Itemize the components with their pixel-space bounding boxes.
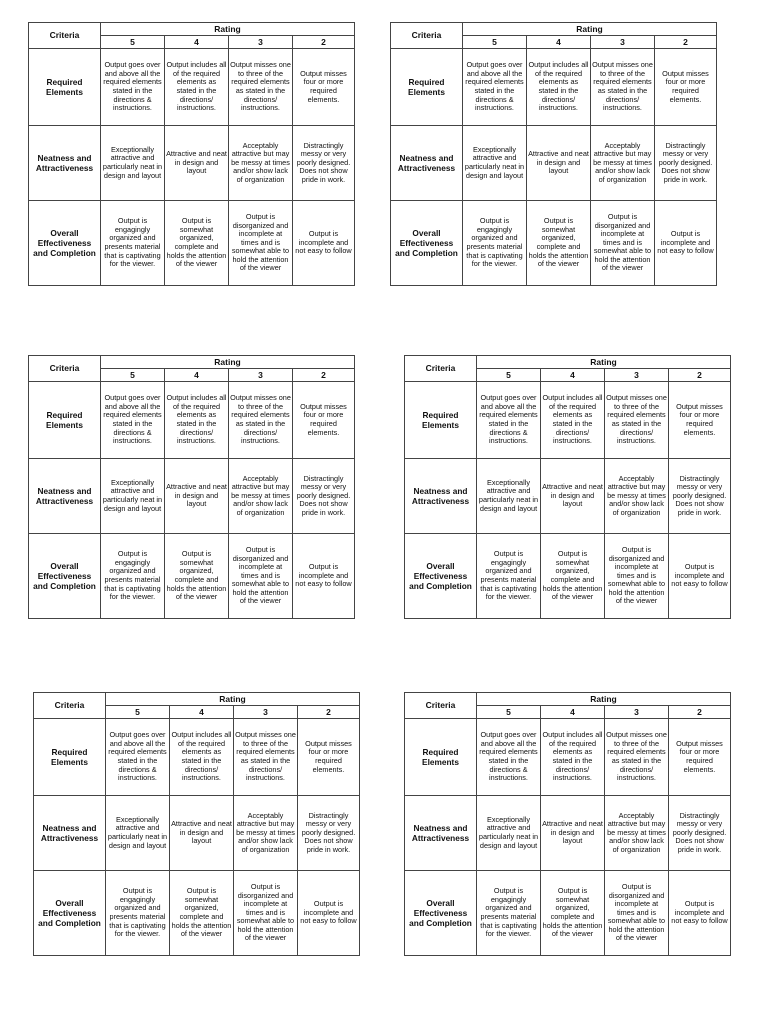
rating-cell: Acceptably attractive but may be messy at times and/or show lack of organization: [229, 459, 293, 534]
criteria-header: Criteria: [405, 693, 477, 719]
rating-cell: Attractive and neat in design and layout: [170, 796, 234, 871]
rating-cell: Acceptably attractive but may be messy at times and/or show lack of organization: [591, 126, 655, 201]
rating-cell: Output is engagingly organized and presents material that is captivating for the viewer.: [477, 871, 541, 956]
score-3-header: 3: [605, 706, 669, 719]
score-2-header: 2: [669, 369, 731, 382]
rating-cell: Output is disorganized and incomplete at times and is somewhat able to hold the attention of the viewer: [605, 871, 669, 956]
rating-cell: Output is disorganized and incomplete at times and is somewhat able to hold the attention of the viewer: [605, 534, 669, 619]
rating-cell: Output is disorganized and incomplete at times and is somewhat able to hold the attention of the viewer: [229, 534, 293, 619]
rating-cell: Output is incomplete and not easy to follow: [669, 534, 731, 619]
neatness-row: [391, 126, 717, 201]
rating-cell: Output misses four or more required elements.: [669, 719, 731, 796]
score-2-header: 2: [293, 369, 355, 382]
rubric-table-middle-right: [404, 355, 731, 619]
criteria-header: Criteria: [405, 356, 477, 382]
criteria-header: Criteria: [391, 23, 463, 49]
required-elements-row: [29, 49, 355, 126]
score-4-header: 4: [165, 36, 229, 49]
rating-cell: Acceptably attractive but may be messy at times and/or show lack of organization: [605, 796, 669, 871]
rating-cell: Output misses one to three of the required elements as stated in the directions/ instructions.: [229, 382, 293, 459]
rating-cell: Output goes over and above all the required elements stated in the directions & instructions.: [477, 382, 541, 459]
rating-cell: Output is somewhat organized, complete and holds the attention of the viewer: [541, 871, 605, 956]
rating-cell: Exceptionally attractive and particularly neat in design and layout: [477, 796, 541, 871]
score-2-header: 2: [298, 706, 360, 719]
criterion-label: Neatness and Attractiveness: [29, 459, 101, 534]
rating-cell: Output is engagingly organized and presents material that is captivating for the viewer.: [106, 871, 170, 956]
rating-cell: Exceptionally attractive and particularly neat in design and layout: [101, 459, 165, 534]
rating-cell: Output misses one to three of the required elements as stated in the directions/ instructions.: [605, 382, 669, 459]
effectiveness-row: [405, 534, 731, 619]
rating-cell: Exceptionally attractive and particularly neat in design and layout: [477, 459, 541, 534]
rating-cell: Output is incomplete and not easy to follow: [293, 534, 355, 619]
rating-cell: Output includes all of the required elements as stated in the directions/ instructions.: [165, 382, 229, 459]
score-5-header: 5: [106, 706, 170, 719]
required-elements-row: [34, 719, 360, 796]
score-3-header: 3: [234, 706, 298, 719]
criterion-label: Neatness and Attractiveness: [34, 796, 106, 871]
rating-cell: Output is engagingly organized and presents material that is captivating for the viewer.: [101, 534, 165, 619]
rating-cell: Output goes over and above all the required elements stated in the directions & instructions.: [463, 49, 527, 126]
score-5-header: 5: [101, 369, 165, 382]
criterion-label: Neatness and Attractiveness: [405, 796, 477, 871]
criteria-header: Criteria: [29, 356, 101, 382]
effectiveness-row: [29, 201, 355, 286]
criterion-label: Overall Effectiveness and Completion: [391, 201, 463, 286]
score-4-header: 4: [165, 369, 229, 382]
required-elements-row: [405, 382, 731, 459]
neatness-row: [29, 126, 355, 201]
neatness-row: [29, 459, 355, 534]
rating-cell: Output goes over and above all the required elements stated in the directions & instructions.: [477, 719, 541, 796]
score-4-header: 4: [170, 706, 234, 719]
rating-cell: Output misses four or more required elements.: [655, 49, 717, 126]
rating-cell: Output goes over and above all the required elements stated in the directions & instructions.: [101, 49, 165, 126]
rating-cell: Output misses four or more required elements.: [669, 382, 731, 459]
rating-header: Rating: [477, 356, 731, 369]
rubric-table-bottom-right: [404, 692, 731, 956]
score-3-header: 3: [605, 369, 669, 382]
rating-header: Rating: [106, 693, 360, 706]
rating-cell: Distractingly messy or very poorly designed. Does not show pride in work.: [293, 126, 355, 201]
effectiveness-row: [391, 201, 717, 286]
rating-cell: Output misses four or more required elements.: [298, 719, 360, 796]
rating-cell: Exceptionally attractive and particularly neat in design and layout: [101, 126, 165, 201]
rating-cell: Output includes all of the required elements as stated in the directions/ instructions.: [165, 49, 229, 126]
rating-cell: Output is somewhat organized, complete and holds the attention of the viewer: [541, 534, 605, 619]
score-2-header: 2: [293, 36, 355, 49]
rating-cell: Output is incomplete and not easy to follow: [298, 871, 360, 956]
rating-cell: Output includes all of the required elements as stated in the directions/ instructions.: [170, 719, 234, 796]
criterion-label: Required Elements: [405, 719, 477, 796]
rating-header: Rating: [101, 23, 355, 36]
score-4-header: 4: [541, 706, 605, 719]
required-elements-row: [391, 49, 717, 126]
criterion-label: Required Elements: [405, 382, 477, 459]
criterion-label: Required Elements: [29, 382, 101, 459]
rating-cell: Output is disorganized and incomplete at times and is somewhat able to hold the attention of the viewer: [591, 201, 655, 286]
rating-cell: Distractingly messy or very poorly designed. Does not show pride in work.: [655, 126, 717, 201]
rating-cell: Exceptionally attractive and particularly neat in design and layout: [463, 126, 527, 201]
rating-cell: Exceptionally attractive and particularly neat in design and layout: [106, 796, 170, 871]
score-5-header: 5: [463, 36, 527, 49]
rating-cell: Output misses one to three of the required elements as stated in the directions/ instructions.: [229, 49, 293, 126]
rating-cell: Output is disorganized and incomplete at times and is somewhat able to hold the attention of the viewer: [229, 201, 293, 286]
criterion-label: Required Elements: [391, 49, 463, 126]
required-elements-row: [405, 719, 731, 796]
rating-cell: Output is disorganized and incomplete at times and is somewhat able to hold the attention of the viewer: [234, 871, 298, 956]
criterion-label: Overall Effectiveness and Completion: [405, 534, 477, 619]
criterion-label: Required Elements: [29, 49, 101, 126]
criterion-label: Overall Effectiveness and Completion: [29, 534, 101, 619]
rating-header: Rating: [463, 23, 717, 36]
rating-cell: Output is somewhat organized, complete and holds the attention of the viewer: [165, 534, 229, 619]
rating-cell: Attractive and neat in design and layout: [165, 126, 229, 201]
criterion-label: Overall Effectiveness and Completion: [34, 871, 106, 956]
rating-header: Rating: [101, 356, 355, 369]
rating-cell: Acceptably attractive but may be messy at times and/or show lack of organization: [229, 126, 293, 201]
required-elements-row: [29, 382, 355, 459]
score-4-header: 4: [527, 36, 591, 49]
criterion-label: Neatness and Attractiveness: [29, 126, 101, 201]
rating-cell: Output misses four or more required elements.: [293, 49, 355, 126]
score-5-header: 5: [101, 36, 165, 49]
score-3-header: 3: [229, 369, 293, 382]
rating-cell: Output includes all of the required elements as stated in the directions/ instructions.: [541, 382, 605, 459]
rating-cell: Output goes over and above all the required elements stated in the directions & instructions.: [106, 719, 170, 796]
rating-cell: Output misses one to three of the required elements as stated in the directions/ instructions.: [605, 719, 669, 796]
criterion-label: Neatness and Attractiveness: [405, 459, 477, 534]
rating-cell: Distractingly messy or very poorly designed. Does not show pride in work.: [669, 459, 731, 534]
rating-cell: Output is somewhat organized, complete and holds the attention of the viewer: [527, 201, 591, 286]
effectiveness-row: [405, 871, 731, 956]
rating-cell: Output includes all of the required elements as stated in the directions/ instructions.: [541, 719, 605, 796]
criteria-header: Criteria: [29, 23, 101, 49]
criterion-label: Overall Effectiveness and Completion: [405, 871, 477, 956]
score-5-header: 5: [477, 706, 541, 719]
rating-cell: Acceptably attractive but may be messy at times and/or show lack of organization: [605, 459, 669, 534]
score-4-header: 4: [541, 369, 605, 382]
criteria-header: Criteria: [34, 693, 106, 719]
criterion-label: Neatness and Attractiveness: [391, 126, 463, 201]
rating-cell: Output goes over and above all the required elements stated in the directions & instructions.: [101, 382, 165, 459]
rating-cell: Distractingly messy or very poorly designed. Does not show pride in work.: [298, 796, 360, 871]
rating-cell: Distractingly messy or very poorly designed. Does not show pride in work.: [669, 796, 731, 871]
rating-cell: Attractive and neat in design and layout: [541, 459, 605, 534]
criterion-label: Overall Effectiveness and Completion: [29, 201, 101, 286]
rating-cell: Attractive and neat in design and layout: [541, 796, 605, 871]
rating-cell: Output is somewhat organized, complete and holds the attention of the viewer: [170, 871, 234, 956]
rating-cell: Output is engagingly organized and presents material that is captivating for the viewer.: [463, 201, 527, 286]
effectiveness-row: [34, 871, 360, 956]
rating-cell: Output is incomplete and not easy to follow: [655, 201, 717, 286]
score-3-header: 3: [591, 36, 655, 49]
rating-cell: Output is incomplete and not easy to follow: [669, 871, 731, 956]
rating-cell: Output is incomplete and not easy to follow: [293, 201, 355, 286]
rating-cell: Attractive and neat in design and layout: [165, 459, 229, 534]
score-2-header: 2: [669, 706, 731, 719]
rating-cell: Output misses one to three of the required elements as stated in the directions/ instructions.: [591, 49, 655, 126]
rating-cell: Output is engagingly organized and presents material that is captivating for the viewer.: [101, 201, 165, 286]
rubric-table-middle-left: [28, 355, 355, 619]
neatness-row: [34, 796, 360, 871]
rubric-table-bottom-left: [33, 692, 360, 956]
rating-cell: Acceptably attractive but may be messy at times and/or show lack of organization: [234, 796, 298, 871]
neatness-row: [405, 459, 731, 534]
rating-cell: Output is somewhat organized, complete and holds the attention of the viewer: [165, 201, 229, 286]
effectiveness-row: [29, 534, 355, 619]
criterion-label: Required Elements: [34, 719, 106, 796]
rating-cell: Distractingly messy or very poorly designed. Does not show pride in work.: [293, 459, 355, 534]
rubric-table-top-right: [390, 22, 717, 286]
score-2-header: 2: [655, 36, 717, 49]
score-3-header: 3: [229, 36, 293, 49]
score-5-header: 5: [477, 369, 541, 382]
rating-cell: Output misses one to three of the required elements as stated in the directions/ instructions.: [234, 719, 298, 796]
rating-cell: Attractive and neat in design and layout: [527, 126, 591, 201]
rubric-table-top-left: [28, 22, 355, 286]
rating-cell: Output misses four or more required elements.: [293, 382, 355, 459]
rating-cell: Output includes all of the required elements as stated in the directions/ instructions.: [527, 49, 591, 126]
neatness-row: [405, 796, 731, 871]
rating-cell: Output is engagingly organized and presents material that is captivating for the viewer.: [477, 534, 541, 619]
rating-header: Rating: [477, 693, 731, 706]
